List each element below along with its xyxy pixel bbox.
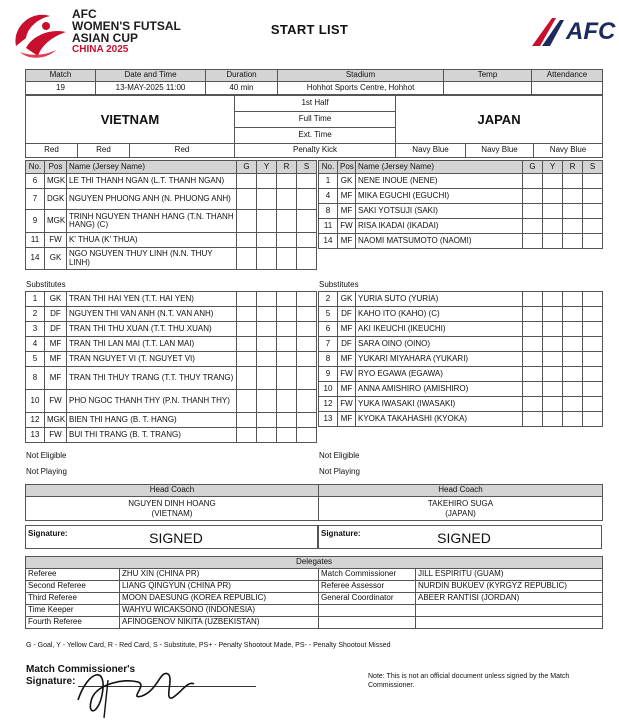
page-title: START LIST xyxy=(270,22,349,37)
player-position: DF xyxy=(45,322,67,337)
home-kit-socks: Red xyxy=(130,144,235,158)
player-number: 11 xyxy=(26,233,45,248)
home-not-playing-label: Not Playing xyxy=(26,467,67,476)
table-row xyxy=(319,352,603,367)
player-name: YUKARI MIYAHARA (YUKARI) xyxy=(356,352,523,367)
delegate-name: NURDIN BUKUEV (KYRGYZ REPUBLIC) xyxy=(416,581,603,593)
player-position: MF xyxy=(338,204,356,219)
player-name: RYO EGAWA (EGAWA) xyxy=(356,367,523,382)
duration-header: Duration xyxy=(206,70,278,82)
away-coach-header: Head Coach xyxy=(319,485,603,497)
match-info-table xyxy=(25,69,603,95)
home-substitutes-label: Substitutes xyxy=(26,280,66,289)
delegate-name: AFINOGENOV NIKITA (UZBEKISTAN) xyxy=(120,617,319,629)
col-g: G xyxy=(523,161,543,174)
delegate-name: LIANG QINGYUN (CHINA PR) xyxy=(120,581,319,593)
table-row xyxy=(26,390,317,413)
home-kit-shorts: Red xyxy=(78,144,130,158)
player-name: NGUYEN PHUONG ANH (N. PHUONG ANH) xyxy=(67,189,237,210)
temp-header: Temp xyxy=(444,70,532,82)
player-number: 9 xyxy=(26,210,45,233)
home-team-name: VIETNAM xyxy=(26,96,235,144)
col-g: G xyxy=(237,161,257,174)
home-coach-country: (VIETNAM) xyxy=(151,508,193,518)
period-ext-time: Ext. Time xyxy=(235,128,396,144)
away-kit-socks: Navy Blue xyxy=(534,144,603,158)
event-name: AFC WOMEN'S FUTSAL ASIAN CUP CHINA 2025 xyxy=(72,7,181,55)
col-r: R xyxy=(563,161,583,174)
player-number: 1 xyxy=(319,174,338,189)
match-stadium: Hohhot Sports Centre, Hohhot xyxy=(278,82,444,95)
away-signature-box xyxy=(318,525,602,549)
delegates-header: Delegates xyxy=(26,557,603,569)
player-number: 8 xyxy=(26,367,45,390)
legend: G - Goal, Y - Yellow Card, R - Red Card, S - Substitute, PS+ - Penalty Shootout Made, PS- - Penalty Shootout Missed xyxy=(26,642,391,649)
delegate-name: JILL ESPIRITU (GUAM) xyxy=(416,569,603,581)
col-no: No. xyxy=(319,161,338,174)
afc-logo: AFC xyxy=(530,14,610,50)
col-r: R xyxy=(277,161,297,174)
table-row xyxy=(319,412,603,427)
delegate-name: WAHYU WICAKSONO (INDONESIA) xyxy=(120,605,319,617)
away-team-name: JAPAN xyxy=(396,96,603,144)
player-number: 5 xyxy=(319,307,338,322)
table-row xyxy=(26,367,317,390)
player-position: MF xyxy=(338,382,356,397)
period-full-time: Full Time xyxy=(235,112,396,128)
player-number: 8 xyxy=(319,204,338,219)
handwritten-signature-icon xyxy=(68,660,208,720)
away-not-playing-label: Not Playing xyxy=(319,467,360,476)
col-pos: Pos xyxy=(338,161,356,174)
player-number: 2 xyxy=(26,307,45,322)
player-name: BIEN THI HANG (B. T. HANG) xyxy=(67,413,237,428)
player-number: 12 xyxy=(26,413,45,428)
delegate-role: Referee Assessor xyxy=(319,581,416,593)
table-row xyxy=(319,397,603,412)
home-substitutes-table xyxy=(25,291,317,443)
table-row xyxy=(319,322,603,337)
head-coach-table xyxy=(25,484,603,521)
table-row xyxy=(26,352,317,367)
table-row xyxy=(319,204,603,219)
player-name: SAKI YOTSUJI (SAKI) xyxy=(356,204,523,219)
player-position: DF xyxy=(338,337,356,352)
delegates-table xyxy=(25,556,603,629)
player-position: GK xyxy=(45,248,67,270)
player-name: NGO NGUYEN THUY LINH (N.N. THUY LINH) xyxy=(67,248,237,270)
attendance-header: Attendance xyxy=(532,70,603,82)
player-position: DGK xyxy=(45,189,67,210)
player-position: MGK xyxy=(45,413,67,428)
table-row xyxy=(319,382,603,397)
table-row xyxy=(26,210,317,233)
player-position: GK xyxy=(338,174,356,189)
away-kit-shirt: Navy Blue xyxy=(396,144,466,158)
table-row xyxy=(26,428,317,443)
delegate-name: ZHU XIN (CHINA PR) xyxy=(120,569,319,581)
player-position: GK xyxy=(45,292,67,307)
player-position: FW xyxy=(45,233,67,248)
table-row xyxy=(319,189,603,204)
table-row xyxy=(319,337,603,352)
player-name: YURIA SUTO (YURIA) xyxy=(356,292,523,307)
delegate-role: Referee xyxy=(26,569,120,581)
player-number: 7 xyxy=(319,337,338,352)
player-position: MF xyxy=(338,189,356,204)
player-name: AKI IKEUCHI (IKEUCHI) xyxy=(356,322,523,337)
player-position: MF xyxy=(338,234,356,249)
player-name: TRINH NGUYEN THANH HANG (T.N. THANH HANG) (C) xyxy=(67,210,237,233)
table-row xyxy=(26,248,317,270)
away-coach-name: TAKEHIRO SUGA xyxy=(427,498,494,508)
table-row xyxy=(26,189,317,210)
delegate-role: Match Commissioner xyxy=(319,569,416,581)
player-name: NENE INOUE (NENE) xyxy=(356,174,523,189)
home-coach xyxy=(26,497,319,521)
date-header: Date and Time xyxy=(96,70,206,82)
player-number: 12 xyxy=(319,397,338,412)
match-number: 19 xyxy=(26,82,96,95)
player-position: GK xyxy=(338,292,356,307)
player-number: 4 xyxy=(26,337,45,352)
table-row xyxy=(319,307,603,322)
period-penalty-kick: Penalty Kick xyxy=(235,144,396,158)
player-position: FW xyxy=(338,397,356,412)
player-name: TRAN THI THU XUAN (T.T. THU XUAN) xyxy=(67,322,237,337)
player-name: TRAN THI HAI YEN (T.T. HAI YEN) xyxy=(67,292,237,307)
player-number: 10 xyxy=(26,390,45,413)
delegate-name: MOON DAESUNG (KOREA REPUBLIC) xyxy=(120,593,319,605)
period-first-half: 1st Half xyxy=(235,96,396,112)
home-coach-header: Head Coach xyxy=(26,485,319,497)
player-name: ANNA AMISHIRO (AMISHIRO) xyxy=(356,382,523,397)
player-number: 3 xyxy=(26,322,45,337)
away-lineup-table xyxy=(318,160,603,249)
col-y: Y xyxy=(543,161,563,174)
player-position: MF xyxy=(45,367,67,390)
player-position: FW xyxy=(338,219,356,234)
table-row xyxy=(26,413,317,428)
player-name: TRAN NGUYET VI (T. NGUYET VI) xyxy=(67,352,237,367)
home-coach-name: NGUYEN DINH HOANG xyxy=(128,498,216,508)
commissioner-signature-label: Match Commissioner's Signature: xyxy=(26,664,136,687)
player-number: 1 xyxy=(26,292,45,307)
player-number: 13 xyxy=(319,412,338,427)
away-substitutes-label: Substitutes xyxy=(319,280,359,289)
table-row xyxy=(319,367,603,382)
player-position: MF xyxy=(45,337,67,352)
player-number: 14 xyxy=(319,234,338,249)
player-number: 13 xyxy=(26,428,45,443)
player-name: NGUYEN THI VAN ANH (N.T. VAN ANH) xyxy=(67,307,237,322)
player-number: 4 xyxy=(319,189,338,204)
match-date: 13-MAY-2025 11:00 xyxy=(96,82,206,95)
match-temp xyxy=(444,82,532,95)
col-s: S xyxy=(297,161,317,174)
home-signature-value: SIGNED xyxy=(149,530,203,546)
home-kit-shirt: Red xyxy=(26,144,78,158)
player-position: FW xyxy=(45,390,67,413)
player-position: FW xyxy=(338,367,356,382)
table-row xyxy=(319,234,603,249)
delegate-name: ABEER RANTISI (JORDAN) xyxy=(416,593,603,605)
away-not-eligible-label: Not Eligible xyxy=(319,451,360,460)
player-number: 7 xyxy=(26,189,45,210)
home-signature-label: Signature: xyxy=(28,529,68,538)
away-coach xyxy=(319,497,603,521)
table-row xyxy=(319,219,603,234)
player-position: MF xyxy=(338,352,356,367)
player-number: 6 xyxy=(319,322,338,337)
delegate-role: Fourth Referee xyxy=(26,617,120,629)
player-number: 10 xyxy=(319,382,338,397)
player-number: 6 xyxy=(26,174,45,189)
player-name: K' THUA (K' THUA) xyxy=(67,233,237,248)
col-no: No. xyxy=(26,161,45,174)
player-name: BUI THI TRANG (B. T. TRANG) xyxy=(67,428,237,443)
col-s: S xyxy=(583,161,603,174)
player-position: MGK xyxy=(45,174,67,189)
player-number: 2 xyxy=(319,292,338,307)
col-name: Name (Jersey Name) xyxy=(356,161,523,174)
player-name: KYOKA TAKAHASHI (KYOKA) xyxy=(356,412,523,427)
delegate-role: General Coordinator xyxy=(319,593,416,605)
player-name: TRAN THI THUY TRANG (T.T. THUY TRANG) xyxy=(67,367,237,390)
table-row xyxy=(26,337,317,352)
table-row xyxy=(26,292,317,307)
player-name: RISA IKADAI (IKADAI) xyxy=(356,219,523,234)
player-name: MIKA EGUCHI (EGUCHI) xyxy=(356,189,523,204)
player-name: SARA OINO (OINO) xyxy=(356,337,523,352)
match-header: Match xyxy=(26,70,96,82)
player-name: LE THI THANH NGAN (L.T. THANH NGAN) xyxy=(67,174,237,189)
footer-note: Note: This is not an official document unless signed by the Match Commissioner. xyxy=(368,673,570,689)
player-position: FW xyxy=(45,428,67,443)
delegate-role: Time Keeper xyxy=(26,605,120,617)
player-name: PHO NGOC THANH THY (P.N. THANH THY) xyxy=(67,390,237,413)
player-number: 8 xyxy=(319,352,338,367)
table-row xyxy=(319,292,603,307)
delegate-role: Third Referee xyxy=(26,593,120,605)
teams-table xyxy=(25,95,603,158)
col-pos: Pos xyxy=(45,161,67,174)
table-row xyxy=(26,322,317,337)
col-name: Name (Jersey Name) xyxy=(67,161,237,174)
stadium-header: Stadium xyxy=(278,70,444,82)
home-lineup-table xyxy=(25,160,317,270)
player-position: DF xyxy=(45,307,67,322)
player-name: KAHO ITO (KAHO) (C) xyxy=(356,307,523,322)
player-position: MF xyxy=(338,412,356,427)
home-signature-box xyxy=(25,525,318,549)
player-number: 11 xyxy=(319,219,338,234)
player-number: 5 xyxy=(26,352,45,367)
away-substitutes-table xyxy=(318,291,603,427)
table-row xyxy=(26,174,317,189)
away-signature-label: Signature: xyxy=(321,529,361,538)
match-duration: 40 min xyxy=(206,82,278,95)
away-kit-shorts: Navy Blue xyxy=(466,144,534,158)
player-position: MF xyxy=(338,322,356,337)
away-signature-value: SIGNED xyxy=(437,530,491,546)
home-not-eligible-label: Not Eligible xyxy=(26,451,67,460)
player-name: YUKA IWASAKI (IWASAKI) xyxy=(356,397,523,412)
delegate-role: Second Referee xyxy=(26,581,120,593)
player-name: NAOMI MATSUMOTO (NAOMI) xyxy=(356,234,523,249)
match-attendance xyxy=(532,82,603,95)
away-coach-country: (JAPAN) xyxy=(445,508,476,518)
player-position: MGK xyxy=(45,210,67,233)
player-position: DF xyxy=(338,307,356,322)
player-position: MF xyxy=(45,352,67,367)
col-y: Y xyxy=(257,161,277,174)
table-row xyxy=(26,307,317,322)
table-row xyxy=(319,174,603,189)
player-name: TRAN THI LAN MAI (T.T. LAN MAI) xyxy=(67,337,237,352)
table-row xyxy=(26,233,317,248)
player-number: 14 xyxy=(26,248,45,270)
player-number: 9 xyxy=(319,367,338,382)
